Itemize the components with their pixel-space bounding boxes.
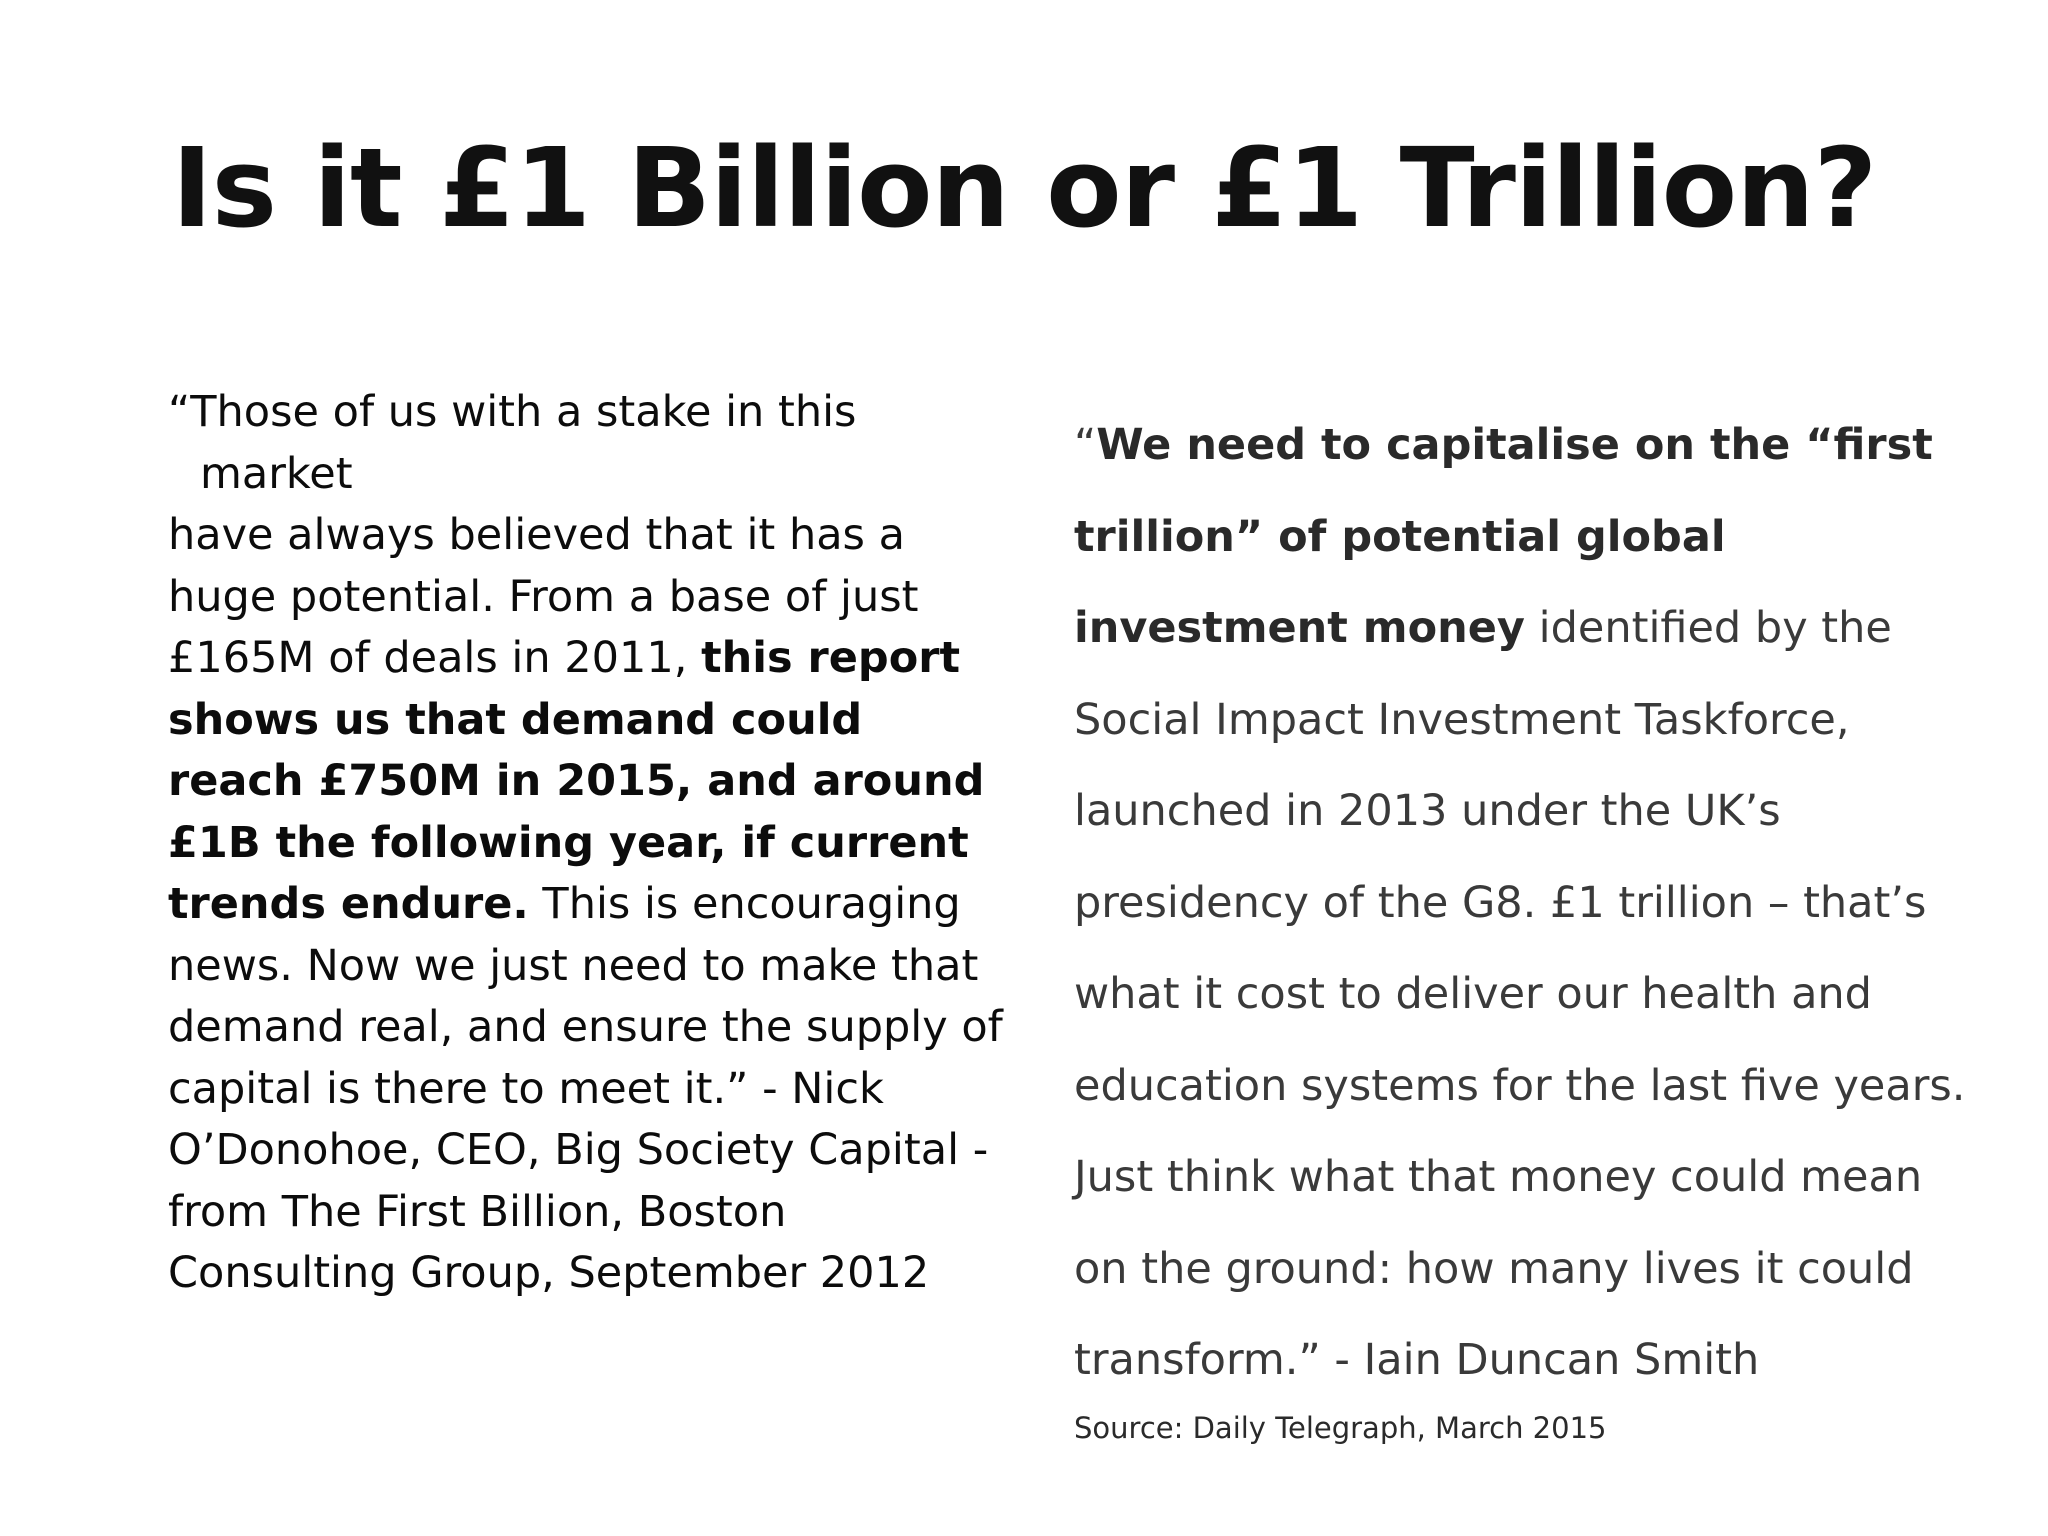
right-quote-open-mark: “	[1074, 420, 1097, 470]
left-quote-bold-text: this report shows us that demand could reach £750M in 2015, and around £1B the following year, if current trends endure.	[168, 633, 985, 929]
left-quote	[168, 382, 1008, 1305]
left-quote-first-line: “Those of us with a stake in this market	[168, 387, 857, 499]
right-quote-bold-text: We need to capitalise on the “first trillion” of potential global investment money	[1074, 420, 1933, 653]
slide-title: Is it £1 Billion or £1 Trillion?	[171, 124, 1877, 252]
source-citation: Source: Daily Telegraph, March 2015	[1074, 1411, 1607, 1445]
left-quote-text-2: This is encouraging news. Now we just need to make that demand real, and ensure the supply of capital is there to meet it.” - Nick O’Donohoe, CEO, Big Society Capital - from The First Billion, Boston Consulting Group, September 2012	[168, 879, 1003, 1298]
right-quote-text: identified by the Social Impact Investment Taskforce, launched in 2013 under the UK’s presidency of the G8. £1 trillion – that’s what it cost to deliver our health and education systems for the last five years. Just think what that money could mean on the ground: how many lives it could transform.” - Iain Duncan Smith	[1074, 603, 1966, 1385]
left-quote-text-1: have always believed that it has a huge potential. From a base of just £165M of deals in 2011,	[168, 510, 919, 683]
right-quote	[1074, 400, 1974, 1407]
